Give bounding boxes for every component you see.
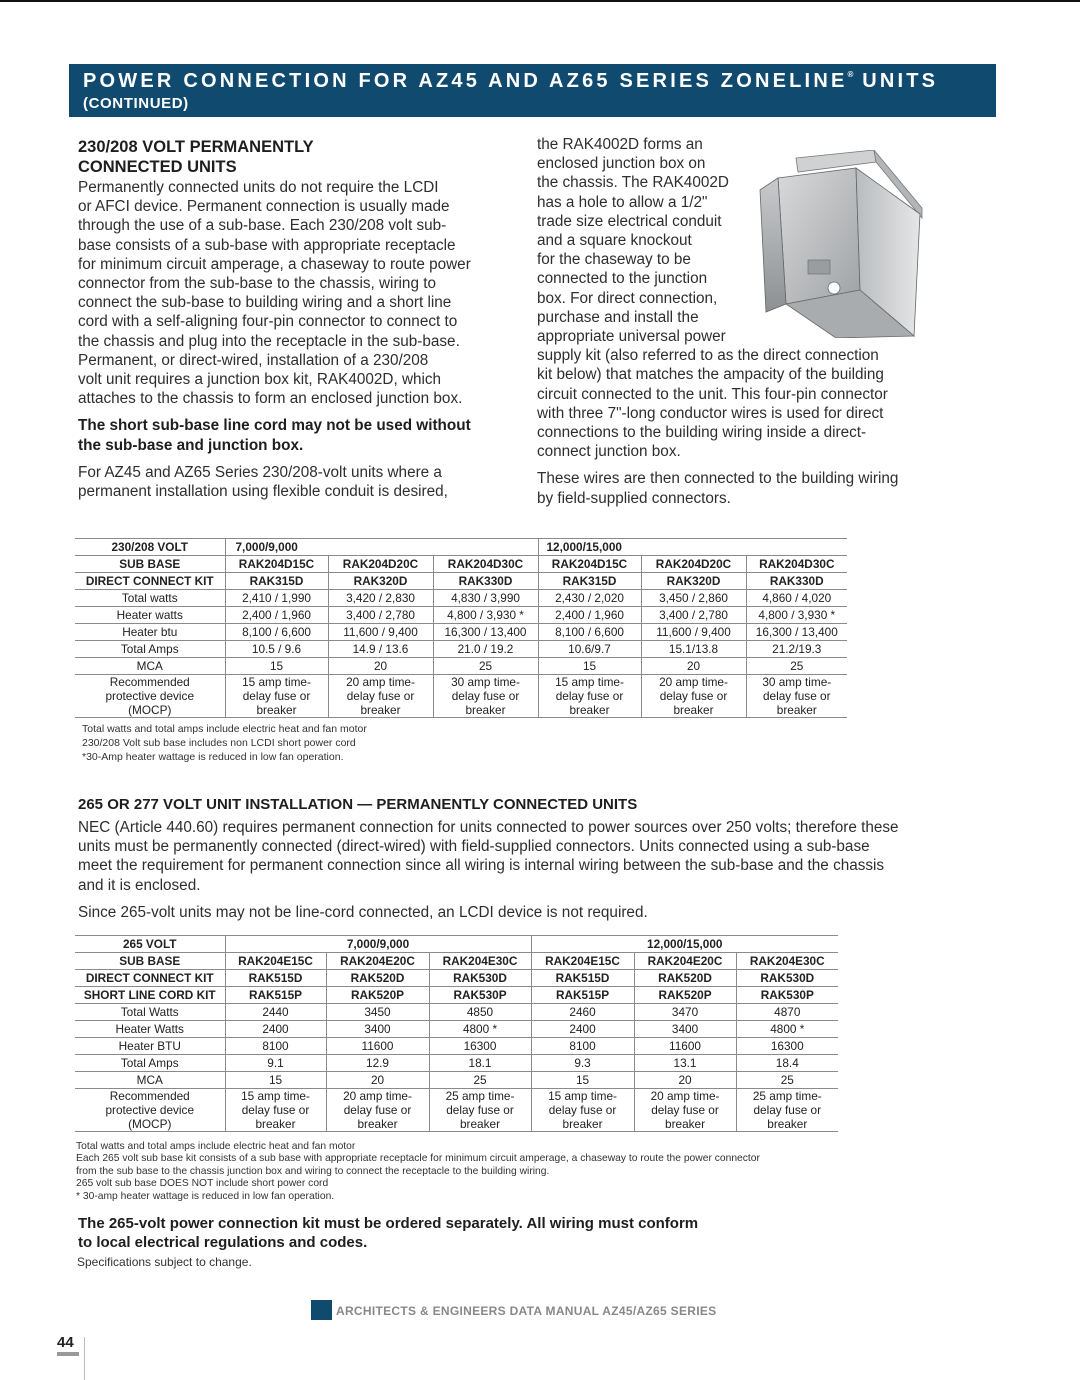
table-cell: RAK315D xyxy=(225,573,328,590)
text-line: for minimum circuit amperage, a chaseway to route power xyxy=(78,255,471,273)
table-cell: 9.1 xyxy=(225,1055,326,1072)
text-line: 15 amp time- xyxy=(555,675,624,689)
page-margin-line xyxy=(84,1337,85,1380)
table-cell: 25 xyxy=(736,1072,838,1089)
text-line: breaker xyxy=(569,703,610,717)
text-line: kit below) that matches the ampacity of the building xyxy=(537,366,884,384)
table-cell: 12.9 xyxy=(326,1055,429,1072)
text-line: circuit connected to the unit. This four-pin connector xyxy=(537,385,888,403)
table-cell: RAK515P xyxy=(225,987,326,1004)
spec-table-265 xyxy=(75,935,838,1132)
table-row-mocp xyxy=(75,675,847,718)
table-cell: 4,800 / 3,930 * xyxy=(746,607,847,624)
table-cell: 15 xyxy=(225,658,328,675)
section1-para3: For AZ45 and AZ65 Series 230/208-volt units where a permanent installation using flexible conduit is desired, xyxy=(78,463,448,501)
row-label: Heater btu xyxy=(75,624,225,641)
table-cell: RAK330D xyxy=(746,573,847,590)
table-row xyxy=(75,624,847,641)
text-line: connect junction box. xyxy=(537,443,681,461)
table-row xyxy=(75,590,847,607)
text-line: breaker xyxy=(465,703,506,717)
row-label xyxy=(75,1089,225,1132)
footer-square-icon xyxy=(311,1300,332,1320)
text-line: Recommended xyxy=(109,675,190,689)
table-row xyxy=(75,1004,838,1021)
table-row xyxy=(75,573,847,590)
text-line: 15 amp time- xyxy=(548,1089,617,1103)
text-line: 20 amp time- xyxy=(346,675,415,689)
table-cell: 2460 xyxy=(531,1004,634,1021)
table-note: from the sub base to the chassis junction box and wiring to connect the receptacle to the building wiring. xyxy=(76,1165,550,1177)
table-cell: 9.3 xyxy=(531,1055,634,1072)
section2-text xyxy=(78,818,1008,930)
text-line: delay fuse or xyxy=(651,1103,719,1117)
text-line: breaker xyxy=(460,1117,500,1131)
spec-table-230-208 xyxy=(75,538,847,718)
table-cell: 13.1 xyxy=(634,1055,736,1072)
text-line: trade size electrical conduit xyxy=(537,212,722,230)
text-line: delay fuse or xyxy=(343,1103,412,1117)
table-cell: 2400 xyxy=(225,1021,326,1038)
table-cell: RAK520D xyxy=(634,970,736,987)
text-line: with three 7"-long conductor wires is used for direct xyxy=(537,404,884,422)
table-cell: 2440 xyxy=(225,1004,326,1021)
row-label: DIRECT CONNECT KIT xyxy=(75,573,225,590)
text-line: or AFCI device. Permanent connection is usually made xyxy=(78,198,450,216)
table-cell: RAK530P xyxy=(429,987,531,1004)
table-cell: 4,860 / 4,020 xyxy=(746,590,847,607)
table-cell: 4800 * xyxy=(736,1021,838,1038)
section2-heading: 265 OR 277 VOLT UNIT INSTALLATION — PERMANENTLY CONNECTED UNITS xyxy=(78,796,638,813)
text-line: Permanent, or direct-wired, installation of a 230/208 xyxy=(78,351,429,369)
section-header-banner xyxy=(69,64,996,117)
table-cell: 4,800 / 3,930 * xyxy=(433,607,538,624)
table-cell: RAK515D xyxy=(531,970,634,987)
table-note: Each 265 volt sub base kit consists of a sub base with appropriate receptacle for minimum circuit amperage, a chaseway to route the power connector xyxy=(76,1153,760,1165)
table-cell: RAK204E15C xyxy=(531,953,634,970)
text-line: Permanently connected units do not require the LCDI xyxy=(78,179,439,196)
row-label: SUB BASE xyxy=(75,953,225,970)
section1-heading: 230/208 VOLT PERMANENTLY CONNECTED UNITS xyxy=(78,138,314,176)
junction-box-illustration xyxy=(756,150,926,338)
table-cell: RAK530D xyxy=(736,970,838,987)
section1-bold-note: The short sub-base line cord may not be used without the sub-base and junction box. xyxy=(78,417,471,454)
row-label: Heater watts xyxy=(75,607,225,624)
section1-right-para2: These wires are then connected to the building wiring by field-supplied connectors. xyxy=(537,470,899,507)
table-cell: 20 xyxy=(634,1072,736,1089)
page-subtitle: (CONTINUED) xyxy=(83,95,189,112)
text-line: NEC (Article 440.60) requires permanent connection for units connected to power sources over 250 volts; therefore these xyxy=(78,819,899,836)
spec-disclaimer: Specifications subject to change. xyxy=(77,1255,252,1269)
table-note: 230/208 Volt sub base includes non LCDI short power cord xyxy=(82,737,356,749)
page-title: POWER CONNECTION FOR AZ45 AND AZ65 SERIES ZONELINE® UNITS xyxy=(83,70,939,92)
table-cell: RAK315D xyxy=(538,573,641,590)
text-line: 15 amp time- xyxy=(242,675,311,689)
row-label: MCA xyxy=(75,1072,225,1089)
table-cell xyxy=(433,675,538,718)
text-line: and it is enclosed. xyxy=(78,876,201,894)
table1-notes xyxy=(82,722,682,764)
group-header-7000-9000: 7,000/9,000 xyxy=(225,936,531,953)
text-line: protective device xyxy=(105,689,195,703)
table-cell: RAK320D xyxy=(641,573,746,590)
text-line: delay fuse or xyxy=(548,1103,617,1117)
text-line: delay fuse or xyxy=(242,689,311,703)
text-line: connected to the junction xyxy=(537,270,708,288)
text-line: delay fuse or xyxy=(451,689,520,703)
row-label: DIRECT CONNECT KIT xyxy=(75,970,225,987)
table-row xyxy=(75,1072,838,1089)
table-cell: 3450 xyxy=(326,1004,429,1021)
text-line: 30 amp time- xyxy=(762,675,832,689)
table-cell xyxy=(429,1089,531,1132)
text-line: supply kit (also referred to as the direct connection xyxy=(537,347,879,365)
text-line: and a square knockout xyxy=(537,232,692,250)
text-line: connections to the building wiring inside a direct- xyxy=(537,424,867,442)
text-line: delay fuse or xyxy=(659,689,728,703)
table-cell: 16,300 / 13,400 xyxy=(433,624,538,641)
table-cell: 3400 xyxy=(326,1021,429,1038)
table-cell: 11,600 / 9,400 xyxy=(328,624,433,641)
section1-left-text xyxy=(78,178,528,509)
text-line: the chassis and plug into the receptacle in the sub-base. xyxy=(78,332,460,350)
table-row xyxy=(75,987,838,1004)
footer-text: ARCHITECTS & ENGINEERS DATA MANUAL AZ45/AZ65 SERIES xyxy=(336,1304,717,1318)
text-line: for the chaseway to be xyxy=(537,251,691,269)
text-line: breaker xyxy=(256,703,297,717)
table-cell: 16,300 / 13,400 xyxy=(746,624,847,641)
top-border xyxy=(0,0,1080,2)
table-row xyxy=(75,1055,838,1072)
table-cell: 16300 xyxy=(736,1038,838,1055)
table-cell: 8,100 / 6,600 xyxy=(225,624,328,641)
table-header-row xyxy=(75,936,838,953)
table-cell: 20 xyxy=(328,658,433,675)
table-cell xyxy=(538,675,641,718)
table-cell: RAK204E20C xyxy=(634,953,736,970)
table-cell xyxy=(225,1089,326,1132)
table-cell: 3400 xyxy=(634,1021,736,1038)
table-cell: 2,410 / 1,990 xyxy=(225,590,328,607)
text-line: box. For direct connection, xyxy=(537,289,718,307)
table-cell: 25 xyxy=(433,658,538,675)
table-cell: 8,100 / 6,600 xyxy=(538,624,641,641)
row-label: Heater Watts xyxy=(75,1021,225,1038)
table-cell: 15.1/13.8 xyxy=(641,641,746,658)
text-line: 20 amp time- xyxy=(343,1089,412,1103)
text-line: cord with a self-aligning four-pin connector to connect to xyxy=(78,313,458,331)
table-cell: 2,400 / 1,960 xyxy=(225,607,328,624)
section1-para1 xyxy=(78,178,528,408)
group-header-7000-9000: 7,000/9,000 xyxy=(225,539,538,556)
table-cell: RAK320D xyxy=(328,573,433,590)
table-cell: 4870 xyxy=(736,1004,838,1021)
table-cell: 11600 xyxy=(634,1038,736,1055)
table-note: *30-Amp heater wattage is reduced in low fan operation. xyxy=(82,751,344,763)
table-cell: 8100 xyxy=(225,1038,326,1055)
table-cell: RAK330D xyxy=(433,573,538,590)
table-corner-label: 265 VOLT xyxy=(75,936,225,953)
text-line: purchase and install the xyxy=(537,308,699,326)
row-label: Total Amps xyxy=(75,1055,225,1072)
table-cell: 10.6/9.7 xyxy=(538,641,641,658)
page-number: 44 xyxy=(57,1334,74,1351)
text-line: delay fuse or xyxy=(241,1103,310,1117)
table-cell: 20 xyxy=(326,1072,429,1089)
text-line: breaker xyxy=(360,703,401,717)
text-line: 20 amp time- xyxy=(650,1089,720,1103)
table-note: Total watts and total amps include electric heat and fan motor xyxy=(82,723,367,735)
row-label: MCA xyxy=(75,658,225,675)
text-line: attaches to the chassis to form an enclosed junction box. xyxy=(78,390,463,408)
text-line: delay fuse or xyxy=(446,1103,514,1117)
text-line: breaker xyxy=(767,1117,808,1131)
table-cell: RAK530D xyxy=(429,970,531,987)
text-line: connect the sub-base to building wiring and a short line xyxy=(78,294,452,312)
table-cell: 11600 xyxy=(326,1038,429,1055)
table-cell: 8100 xyxy=(531,1038,634,1055)
table-cell: 3,400 / 2,780 xyxy=(641,607,746,624)
table-cell xyxy=(328,675,433,718)
table-cell: 2,400 / 1,960 xyxy=(538,607,641,624)
text-line: breaker xyxy=(673,703,714,717)
table-cell: 16300 xyxy=(429,1038,531,1055)
text-line: through the use of a sub-base. Each 230/208 volt sub- xyxy=(78,217,447,235)
text-line: has a hole to allow a 1/2" xyxy=(537,193,708,211)
text-line: units must be permanently connected (direct-wired) with field-supplied connectors. Units connected using a sub-base xyxy=(78,838,870,856)
table-cell: RAK204D30C xyxy=(433,556,538,573)
table-cell xyxy=(225,675,328,718)
table-cell: 21.2/19.3 xyxy=(746,641,847,658)
table-cell: 11,600 / 9,400 xyxy=(641,624,746,641)
text-line: the chassis. The RAK4002D xyxy=(537,174,729,192)
text-line: breaker xyxy=(255,1117,296,1131)
table-cell: 3,450 / 2,860 xyxy=(641,590,746,607)
table-cell: 10.5 / 9.6 xyxy=(225,641,328,658)
text-line: delay fuse or xyxy=(753,1103,822,1117)
table-cell xyxy=(531,1089,634,1132)
table-cell: 15 xyxy=(225,1072,326,1089)
table-cell: 3470 xyxy=(634,1004,736,1021)
table-cell: 4850 xyxy=(429,1004,531,1021)
table-cell: 18.1 xyxy=(429,1055,531,1072)
text-line: appropriate universal power xyxy=(537,328,726,346)
page-number-underline xyxy=(57,1352,79,1356)
row-label: Total watts xyxy=(75,590,225,607)
text-line: protective device xyxy=(105,1103,195,1117)
table-cell: RAK520D xyxy=(326,970,429,987)
table-cell xyxy=(736,1089,838,1132)
table-cell xyxy=(641,675,746,718)
group-header-12000-15000: 12,000/15,000 xyxy=(538,539,847,556)
text-line: breaker xyxy=(357,1117,398,1131)
text-line: meet the requirement for permanent connection since all wiring is internal wiring between the sub-base and the chassis xyxy=(78,857,885,875)
table-row xyxy=(75,641,847,658)
text-line: 25 amp time- xyxy=(445,1089,515,1103)
table-cell: RAK530P xyxy=(736,987,838,1004)
table-cell: RAK520P xyxy=(634,987,736,1004)
table-cell: RAK520P xyxy=(326,987,429,1004)
table-row xyxy=(75,1021,838,1038)
table-note: * 30-amp heater wattage is reduced in low fan operation. xyxy=(76,1190,335,1202)
table-cell: RAK204D15C xyxy=(225,556,328,573)
table-cell: 4800 * xyxy=(429,1021,531,1038)
table-cell: RAK204D20C xyxy=(641,556,746,573)
table-cell: RAK204E30C xyxy=(429,953,531,970)
table-cell: 4,830 / 3,990 xyxy=(433,590,538,607)
table-cell: 3,400 / 2,780 xyxy=(328,607,433,624)
text-line: base consists of a sub-base with appropriate receptacle xyxy=(78,236,456,254)
table-row xyxy=(75,970,838,987)
table-cell: RAK204E30C xyxy=(736,953,838,970)
table-cell: RAK515D xyxy=(225,970,326,987)
table-cell: 2400 xyxy=(531,1021,634,1038)
text-line: delay fuse or xyxy=(346,689,415,703)
table-corner-label: 230/208 VOLT xyxy=(75,539,225,556)
table-cell: 2,430 / 2,020 xyxy=(538,590,641,607)
text-line: (MOCP) xyxy=(128,1117,172,1131)
text-line: breaker xyxy=(562,1117,603,1131)
row-label: SHORT LINE CORD KIT xyxy=(75,987,225,1004)
table-cell: RAK204D15C xyxy=(538,556,641,573)
text-line: Recommended xyxy=(109,1089,190,1103)
text-line: connector from the sub-base to the chassis, wiring to xyxy=(78,275,436,293)
table-cell: 21.0 / 19.2 xyxy=(433,641,538,658)
row-label: SUB BASE xyxy=(75,556,225,573)
text-line: enclosed junction box on xyxy=(537,155,706,173)
table2-notes xyxy=(76,1141,856,1203)
table-cell: 18.4 xyxy=(736,1055,838,1072)
text-line: 30 amp time- xyxy=(451,675,520,689)
table-cell: 15 xyxy=(531,1072,634,1089)
table-note: 265 volt sub base DOES NOT include short power cord xyxy=(76,1178,329,1190)
closing-bold-note: The 265-volt power connection kit must be ordered separately. All wiring must conform to local electrical regulations and codes. xyxy=(78,1215,699,1252)
text-line: (MOCP) xyxy=(128,703,172,717)
text-line: delay fuse or xyxy=(762,689,831,703)
table-cell xyxy=(746,675,847,718)
text-line: 15 amp time- xyxy=(241,1089,310,1103)
section2-para2: Since 265-volt units may not be line-cord connected, an LCDI device is not required. xyxy=(78,903,648,921)
table-cell: RAK204E15C xyxy=(225,953,326,970)
table-header-row xyxy=(75,539,847,556)
table-row xyxy=(75,607,847,624)
table-cell: RAK204E20C xyxy=(326,953,429,970)
text-line: 20 amp time- xyxy=(659,675,728,689)
table-cell: 25 xyxy=(429,1072,531,1089)
table-cell xyxy=(634,1089,736,1132)
table-row xyxy=(75,556,847,573)
table-cell: RAK204D20C xyxy=(328,556,433,573)
group-header-12000-15000: 12,000/15,000 xyxy=(531,936,838,953)
text-line: delay fuse or xyxy=(555,689,624,703)
row-label: Total Watts xyxy=(75,1004,225,1021)
text-line: breaker xyxy=(776,703,817,717)
table-cell: 25 xyxy=(746,658,847,675)
table-row xyxy=(75,658,847,675)
table-cell: 3,420 / 2,830 xyxy=(328,590,433,607)
table-note: Total watts and total amps include electric heat and fan motor xyxy=(76,1141,356,1152)
table-cell: 20 xyxy=(641,658,746,675)
text-line: 25 amp time- xyxy=(752,1089,822,1103)
section2-para1 xyxy=(78,818,1008,895)
text-line: breaker xyxy=(665,1117,706,1131)
text-line: the RAK4002D forms an xyxy=(537,136,703,153)
table-cell xyxy=(326,1089,429,1132)
table-cell: RAK515P xyxy=(531,987,634,1004)
table-row xyxy=(75,953,838,970)
table-cell: 15 xyxy=(538,658,641,675)
table-row xyxy=(75,1038,838,1055)
table-cell: RAK204D30C xyxy=(746,556,847,573)
row-label: Total Amps xyxy=(75,641,225,658)
text-line: volt unit requires a junction box kit, RAK4002D, which xyxy=(78,371,442,389)
row-label xyxy=(75,675,225,718)
table-cell: 14.9 / 13.6 xyxy=(328,641,433,658)
table-row-mocp xyxy=(75,1089,838,1132)
row-label: Heater BTU xyxy=(75,1038,225,1055)
